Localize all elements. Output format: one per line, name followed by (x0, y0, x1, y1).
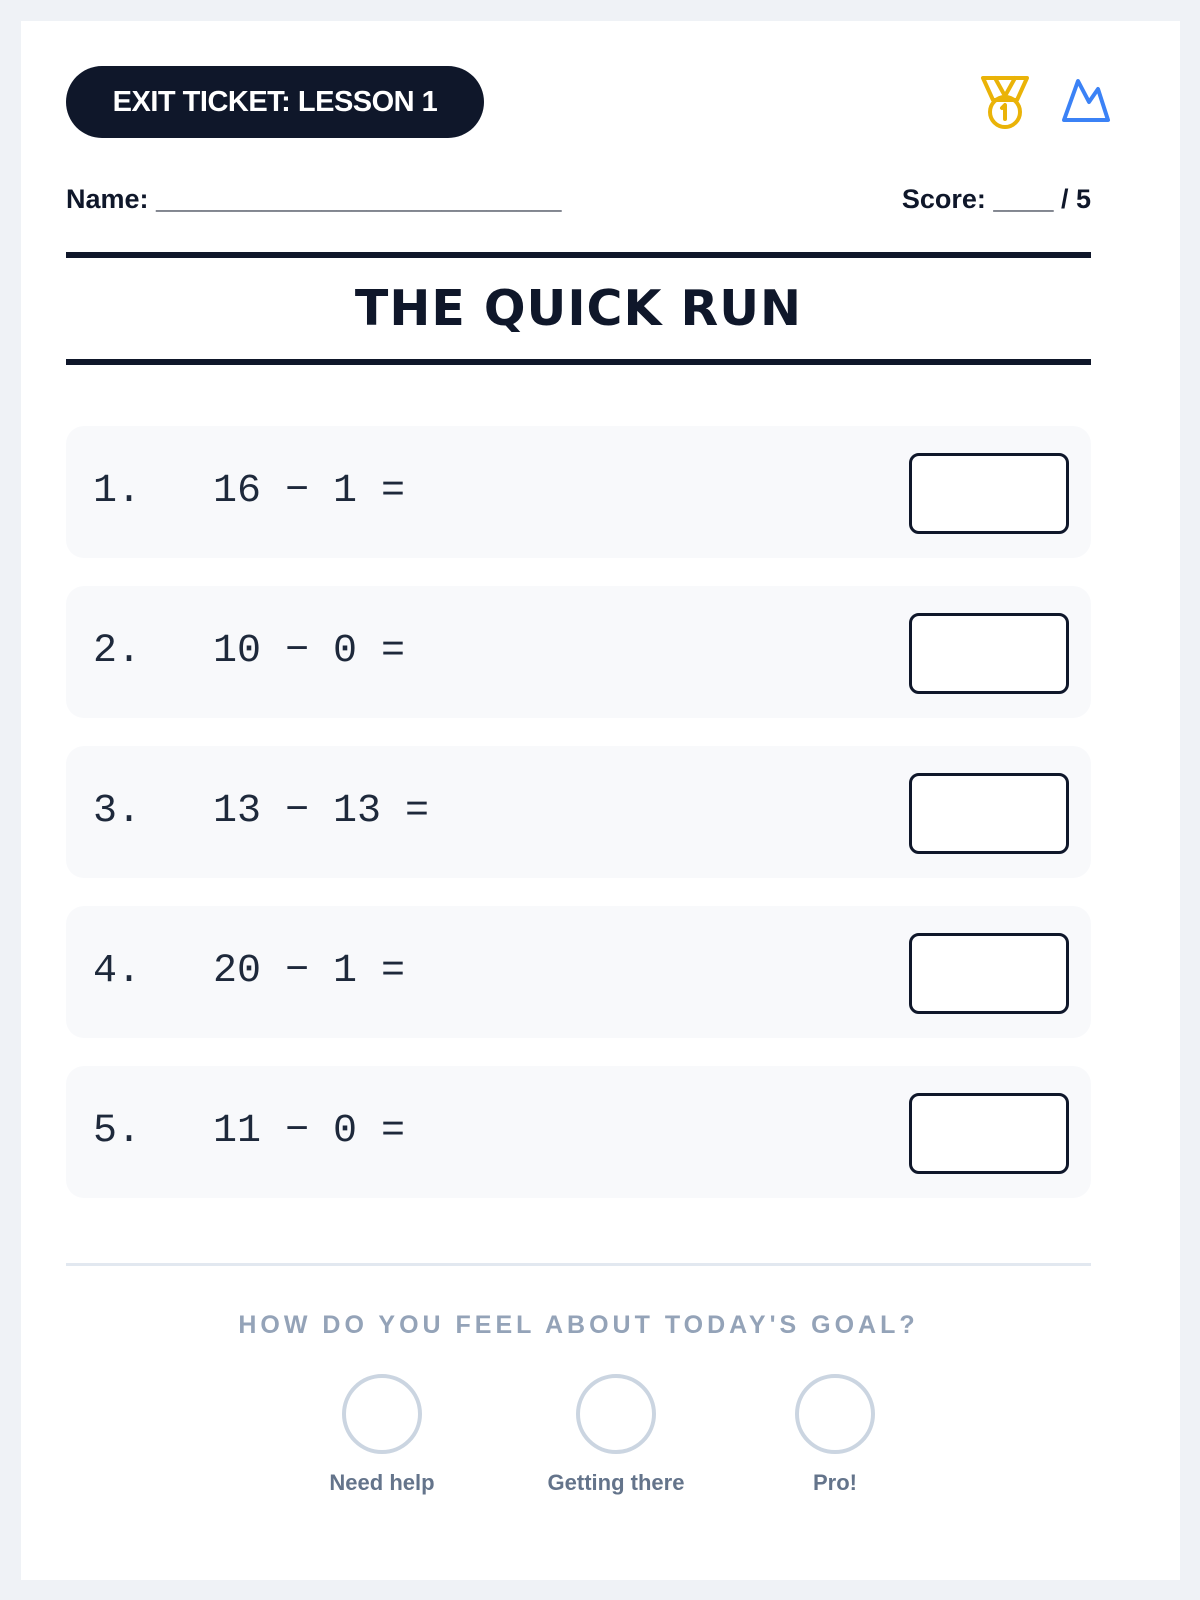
feedback-label: Getting there (547, 1470, 685, 1495)
feedback-option-getting-there[interactable] (526, 1374, 706, 1496)
mountain-icon (1061, 76, 1111, 124)
answer-box[interactable] (909, 613, 1069, 694)
feedback-label: Pro! (813, 1470, 857, 1495)
rating-circle[interactable] (342, 1374, 422, 1454)
problem-row-5 (66, 1066, 1091, 1198)
problem-expression: 11 − 0 = (213, 1109, 406, 1154)
problem-expression: 20 − 1 = (213, 949, 406, 994)
answer-box[interactable] (909, 933, 1069, 1014)
rating-circle[interactable] (795, 1374, 875, 1454)
problem-row-4 (66, 906, 1091, 1038)
feedback-label: Need help (329, 1470, 435, 1495)
rating-circle[interactable] (576, 1374, 656, 1454)
answer-box[interactable] (909, 453, 1069, 534)
title-rule-bottom (66, 359, 1091, 365)
answer-box[interactable] (909, 773, 1069, 854)
problem-number: 5. (93, 1109, 142, 1154)
header (66, 66, 1091, 138)
problem-number: 1. (93, 469, 142, 514)
student-info-row (66, 184, 1091, 224)
feedback-option-need-help[interactable] (292, 1374, 472, 1496)
problem-expression: 13 − 13 = (213, 789, 430, 834)
feedback-option-pro[interactable] (745, 1374, 925, 1496)
section-divider (66, 1263, 1091, 1266)
worksheet-title: THE QUICK RUN (354, 280, 803, 337)
problem-row-2 (66, 586, 1091, 718)
problem-row-3 (66, 746, 1091, 878)
feedback-prompt: HOW DO YOU FEEL ABOUT TODAY'S GOAL? (238, 1311, 919, 1339)
problem-number: 3. (93, 789, 142, 834)
problem-expression: 10 − 0 = (213, 629, 406, 674)
problem-expression: 16 − 1 = (213, 469, 406, 514)
problem-number: 2. (93, 629, 142, 674)
problem-row-1 (66, 426, 1091, 558)
name-field[interactable]: Name: ___________________________ (66, 184, 562, 214)
problem-number: 4. (93, 949, 142, 994)
score-field[interactable]: Score: ____ / 5 (901, 184, 1091, 214)
answer-box[interactable] (909, 1093, 1069, 1174)
medal-icon (979, 74, 1031, 130)
exit-ticket-badge: EXIT TICKET: LESSON 1 (66, 66, 484, 138)
